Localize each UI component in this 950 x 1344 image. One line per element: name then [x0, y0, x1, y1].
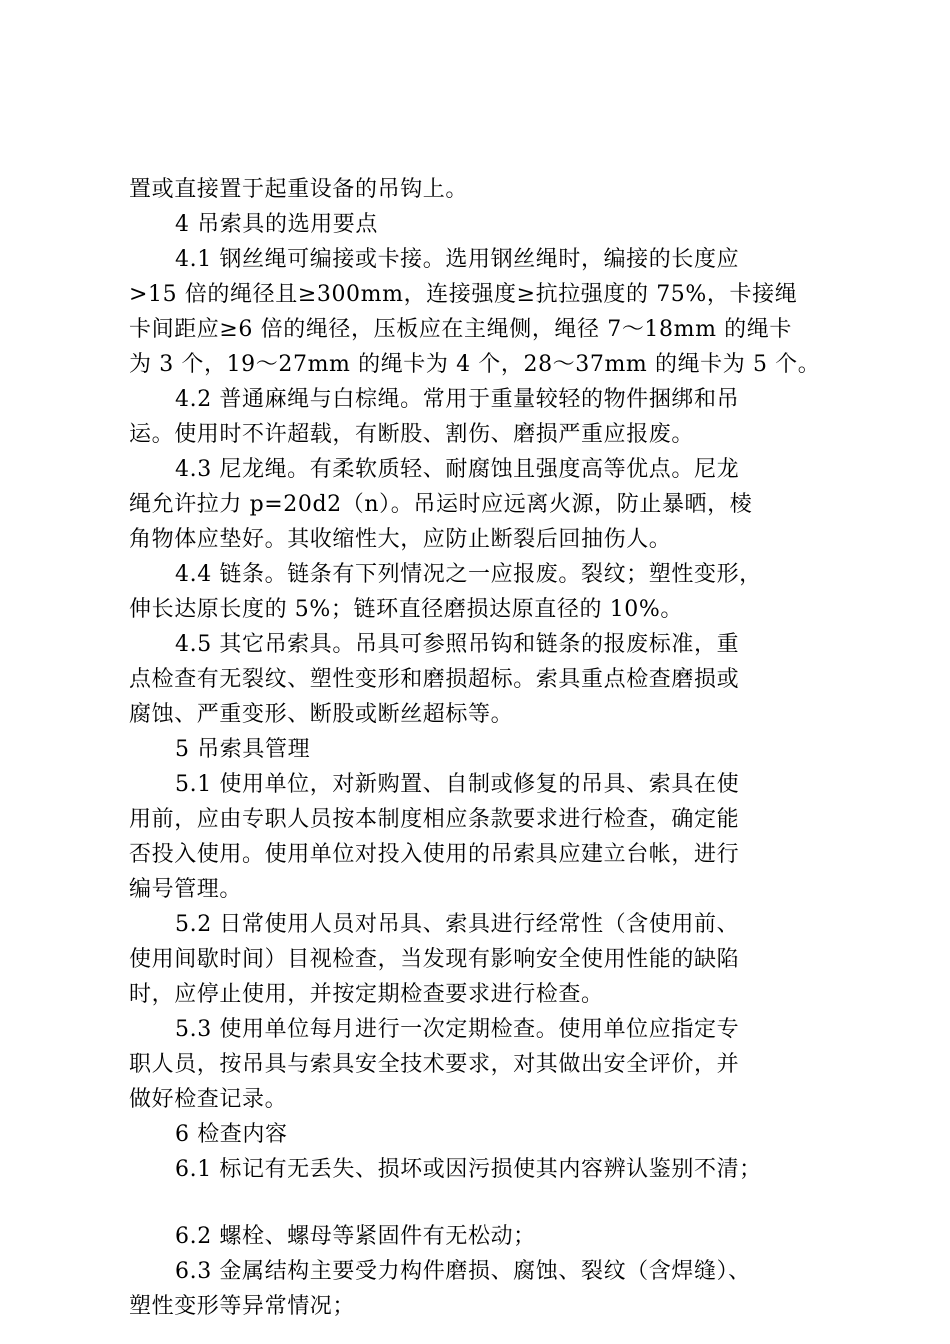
section-heading: 5 吊索具管理: [175, 737, 311, 762]
text-line: 4.3 尼龙绳。有柔软质轻、耐腐蚀且强度高等优点。尼龙: [175, 457, 740, 482]
text-line: 4.1 钢丝绳可编接或卡接。选用钢丝绳时，编接的长度应: [175, 247, 740, 272]
text-line: 职人员，按吊具与索具安全技术要求，对其做出安全评价，并: [129, 1052, 740, 1077]
section-heading: 6 检查内容: [175, 1122, 288, 1147]
text-line: 卡间距应≥6 倍的绳径，压板应在主绳侧，绳径 7～18mm 的绳卡: [129, 317, 792, 342]
text-line: 6.2 螺栓、螺母等紧固件有无松动；: [175, 1224, 536, 1249]
text-line: 用前，应由专职人员按本制度相应条款要求进行检查，确定能: [129, 807, 740, 832]
text-line: 6.3 金属结构主要受力构件磨损、腐蚀、裂纹（含焊缝）、: [175, 1259, 751, 1284]
text-line: 编号管理。: [129, 877, 243, 902]
text-line: >15 倍的绳径且≥300mm，连接强度≥抗拉强度的 75%，卡接绳: [129, 282, 798, 307]
text-line: 置或直接置于起重设备的吊钩上。: [129, 177, 469, 202]
text-line: 腐蚀、严重变形、断股或断丝超标等。: [129, 702, 514, 727]
text-line: 做好检查记录。: [129, 1087, 288, 1112]
text-line: 6.1 标记有无丢失、损坏或因污损使其内容辨认鉴别不清；: [175, 1157, 762, 1182]
text-line: 时，应停止使用，并按定期检查要求进行检查。: [129, 982, 604, 1007]
text-line: 4.4 链条。链条有下列情况之一应报废。裂纹；塑性变形，: [175, 562, 762, 587]
text-line: 使用间歇时间）目视检查，当发现有影响安全使用性能的缺陷: [129, 947, 740, 972]
text-line: 为 3 个，19～27mm 的绳卡为 4 个，28～37mm 的绳卡为 5 个。: [129, 352, 821, 377]
text-line: 运。使用时不许超载，有断股、割伤、磨损严重应报废。: [129, 422, 695, 447]
text-line: 5.2 日常使用人员对吊具、索具进行经常性（含使用前、: [175, 912, 740, 937]
text-line: 5.1 使用单位，对新购置、自制或修复的吊具、索具在使: [175, 772, 740, 797]
text-line: 伸长达原长度的 5%；链环直径磨损达原直径的 10%。: [129, 597, 683, 622]
text-line: 角物体应垫好。其收缩性大，应防止断裂后回抽伤人。: [129, 527, 672, 552]
text-line: 4.5 其它吊索具。吊具可参照吊钩和链条的报废标准，重: [175, 632, 740, 657]
text-line: 点检查有无裂纹、塑性变形和磨损超标。索具重点检查磨损或: [129, 667, 740, 692]
text-line: 否投入使用。使用单位对投入使用的吊索具应建立台帐，进行: [129, 842, 740, 867]
text-line: 绳允许拉力 p=20d2（n）。吊运时应远离火源，防止暴晒，棱: [129, 492, 753, 517]
text-line: 4.2 普通麻绳与白棕绳。常用于重量较轻的物件捆绑和吊: [175, 387, 740, 412]
text-line: 5.3 使用单位每月进行一次定期检查。使用单位应指定专: [175, 1017, 740, 1042]
text-line: 塑性变形等异常情况；: [129, 1294, 356, 1319]
section-heading: 4 吊索具的选用要点: [175, 212, 378, 237]
